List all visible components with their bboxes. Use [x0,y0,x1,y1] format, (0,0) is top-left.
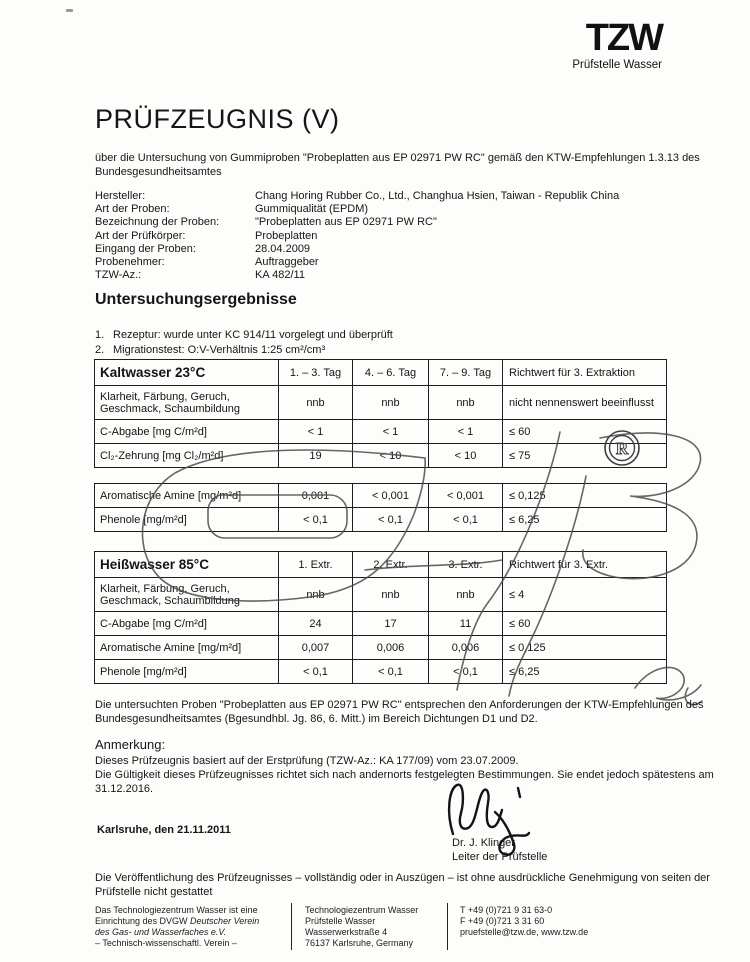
row-label: Aromatische Amine [mg/m²d] [95,636,279,660]
cell-value: < 0,1 [353,660,429,684]
cell-value: 0,006 [353,636,429,660]
cell-value: < 0,1 [353,508,429,532]
footer-fax: F +49 (0)721 3 31 60 [460,916,545,926]
row-label: Phenole [mg/m²d] [95,508,279,532]
meta-row-eingang [95,243,695,256]
cell-richtwert: nicht nennenswert beeinflusst [503,386,667,420]
meta-value: 28.04.2009 [255,242,311,255]
logo-subtitle: Prüfstelle Wasser [572,59,662,71]
page-title: PRÜFZEUGNIS (V) [95,104,340,134]
cell-value: nnb [279,578,353,612]
preparation-notes [95,328,393,358]
table-title-kaltwasser: Kaltwasser 23°C [95,360,279,386]
meta-row-pruefkoerper [95,230,695,243]
conclusion-paragraph: Die untersuchten Proben "Probeplatten aus EP 02971 PW RC" entsprechen den Anforderungen der KTW-Empfehlungen des Bundesgesundheitsamtes (Bgesundhbl. Jg. 86, 6. Mitt.) im Bereich Dichtungen D1 und D2. [95,699,704,725]
cell-value: nnb [353,386,429,420]
row-label: Phenole [mg/m²d] [95,660,279,684]
place-and-date: Karlsruhe, den 21.11.2011 [97,824,231,836]
footer-line [95,916,280,927]
footer-line: 76137 Karlsruhe, Germany [305,938,414,948]
meta-value: Auftraggeber [255,256,319,269]
scan-speck [66,9,73,12]
cell-value: 0,001 [279,484,353,508]
col-header-extr2: 2. Extr. [353,552,429,578]
cell-richtwert: ≤ 6,25 [503,508,667,532]
row-label: Aromatische Amine [mg/m²d] [95,484,279,508]
cell-value: nnb [429,386,503,420]
cell-value: < 1 [353,420,429,444]
cell-value: 0,006 [429,636,503,660]
footer-line: Wasserwerkstraße 4 [305,927,388,937]
meta-row-hersteller [95,190,695,203]
note-number: 2. [95,344,105,356]
col-header-extr1: 1. Extr. [279,552,353,578]
col-header-tag2: 4. – 6. Tag [353,360,429,386]
results-heading: Untersuchungsergebnisse [95,291,297,308]
row-label: Klarheit, Färbung, Geruch, Geschmack, Schaumbildung [95,386,279,420]
cell-value: < 0,1 [429,660,503,684]
table-row [95,636,667,660]
cell-value: < 0,001 [429,484,503,508]
cell-value: 0,007 [279,636,353,660]
cell-value: 11 [429,612,503,636]
kaltwasser-table [94,359,667,468]
tzw-logo [500,17,662,71]
meta-row-bezeichnung [95,216,695,229]
table-row [95,508,667,532]
footer-line: des Gas- und Wasserfaches e.V. [95,927,227,937]
footer-divider [447,903,448,950]
remark-line: Die Gültigkeit dieses Prüfzeugnisses richtet sich nach andernorts festgelegten Bestimmungen. Sie endet jedoch spätestens am 31.12.2016. [95,769,714,795]
table-row [95,444,667,468]
table-header-row [95,360,667,386]
cell-value: nnb [429,578,503,612]
col-header-richtwert: Richtwert für 3. Extraktion [503,360,667,386]
cell-value: < 10 [353,444,429,468]
intro-paragraph: über die Untersuchung von Gummiproben "Probeplatten aus EP 02971 PW RC" gemäß den KTW-Empfehlungen 1.3.13 des Bundesgesundheitsamtes [95,152,700,178]
note-rezeptur [95,328,393,343]
row-label: Klarheit, Färbung, Geruch, Geschmack, Schaumbildung [95,578,279,612]
footer-text-italic: Deutscher Verein [190,916,260,926]
meta-label: Art der Proben: [95,203,170,216]
note-migrationstest [95,343,393,358]
col-header-tag1: 1. – 3. Tag [279,360,353,386]
meta-value: Chang Horing Rubber Co., Ltd., Changhua Hsien, Taiwan - Republik China [255,190,620,202]
sample-metadata [95,190,695,282]
publication-note: Die Veröffentlichung des Prüfzeugnisses – vollständig oder in Auszügen – ist ohne ausdrückliche Genehmigung von seiten der Prüfstelle nicht gestattet [95,872,710,898]
meta-value: "Probeplatten aus EP 02971 PW RC" [255,216,437,229]
meta-label: Eingang der Proben: [95,242,196,255]
note-text: Migrationstest: O:V-Verhältnis 1:25 cm²/cm³ [113,344,326,356]
row-label: Cl₂-Zehrung [mg Cl₂/m²d] [95,444,279,468]
note-number: 1. [95,329,105,341]
meta-label: Probenehmer: [95,256,165,269]
table-row [95,660,667,684]
svg-text:R: R [615,439,629,458]
cell-richtwert: ≤ 60 [503,420,667,444]
cell-value: 17 [353,612,429,636]
meta-value: Gummiqualität (EPDM) [255,203,369,216]
table-row [95,612,667,636]
footer-organisation [95,905,280,949]
remark-line: Dieses Prüfzeugnis basiert auf der Erstprüfung (TZW-Az.: KA 177/09) vom 23.07.2009. [95,755,519,767]
footer-address [305,905,435,949]
row-label: C-Abgabe [mg C/m²d] [95,420,279,444]
col-header-richtwert: Richtwert für 3. Extr. [503,552,667,578]
meta-row-tzw-az [95,269,695,282]
table-header-row [95,552,667,578]
kaltwasser-table-continued [94,483,667,532]
table-row [95,386,667,420]
signer-name: Dr. J. Klinger [452,837,515,849]
footer-line: Das Technologiezentrum Wasser ist eine [95,905,258,915]
logo-text: TZW [585,17,662,59]
table-row [95,578,667,612]
col-header-extr3: 3. Extr. [429,552,503,578]
cell-value: < 1 [429,420,503,444]
cell-value: 24 [279,612,353,636]
row-label: C-Abgabe [mg C/m²d] [95,612,279,636]
note-text: Rezeptur: wurde unter KC 914/11 vorgelegt und überprüft [113,329,393,341]
meta-value: KA 482/11 [255,269,305,282]
table-row [95,484,667,508]
meta-value: Probeplatten [255,229,318,242]
footer-phone: T +49 (0)721 9 31 63-0 [460,905,553,915]
meta-row-probenehmer [95,256,695,269]
cell-value: 19 [279,444,353,468]
footer-divider [291,903,292,950]
cell-value: < 0,1 [429,508,503,532]
footer-text: Einrichtung des DVGW [95,916,191,926]
col-header-tag3: 7. – 9. Tag [429,360,503,386]
footer-contact [460,905,660,938]
meta-label: TZW-Az.: [95,269,142,282]
cell-value: < 0,001 [353,484,429,508]
table-row [95,420,667,444]
cell-value: < 0,1 [279,508,353,532]
cell-richtwert: ≤ 60 [503,612,667,636]
heisswasser-table [94,551,667,684]
cell-richtwert: ≤ 0,125 [503,484,667,508]
cell-richtwert: ≤ 75 [503,444,667,468]
footer-line: – Technisch-wissenschaftl. Verein – [95,938,237,948]
cell-value: nnb [279,386,353,420]
footer-email-web: pruefstelle@tzw.de, www.tzw.de [460,927,589,937]
meta-label: Art der Prüfkörper: [95,229,186,242]
cell-value: nnb [353,578,429,612]
cell-richtwert: ≤ 4 [503,578,667,612]
signer-block [452,836,547,864]
footer-line: Technologiezentrum Wasser [305,905,419,915]
remark-heading: Anmerkung: [95,737,166,752]
cell-value: < 10 [429,444,503,468]
remark-body [95,754,723,796]
meta-row-art-der-proben [95,203,695,216]
meta-label: Hersteller: [95,190,146,202]
signer-role: Leiter der Prüfstelle [452,851,548,863]
footer-line: Prüfstelle Wasser [305,916,376,926]
cell-richtwert: ≤ 6,25 [503,660,667,684]
meta-label: Bezeichnung der Proben: [95,216,220,229]
cell-richtwert: ≤ 0,125 [503,636,667,660]
table-title-heisswasser: Heißwasser 85°C [95,552,279,578]
cell-value: < 0,1 [279,660,353,684]
cell-value: < 1 [279,420,353,444]
